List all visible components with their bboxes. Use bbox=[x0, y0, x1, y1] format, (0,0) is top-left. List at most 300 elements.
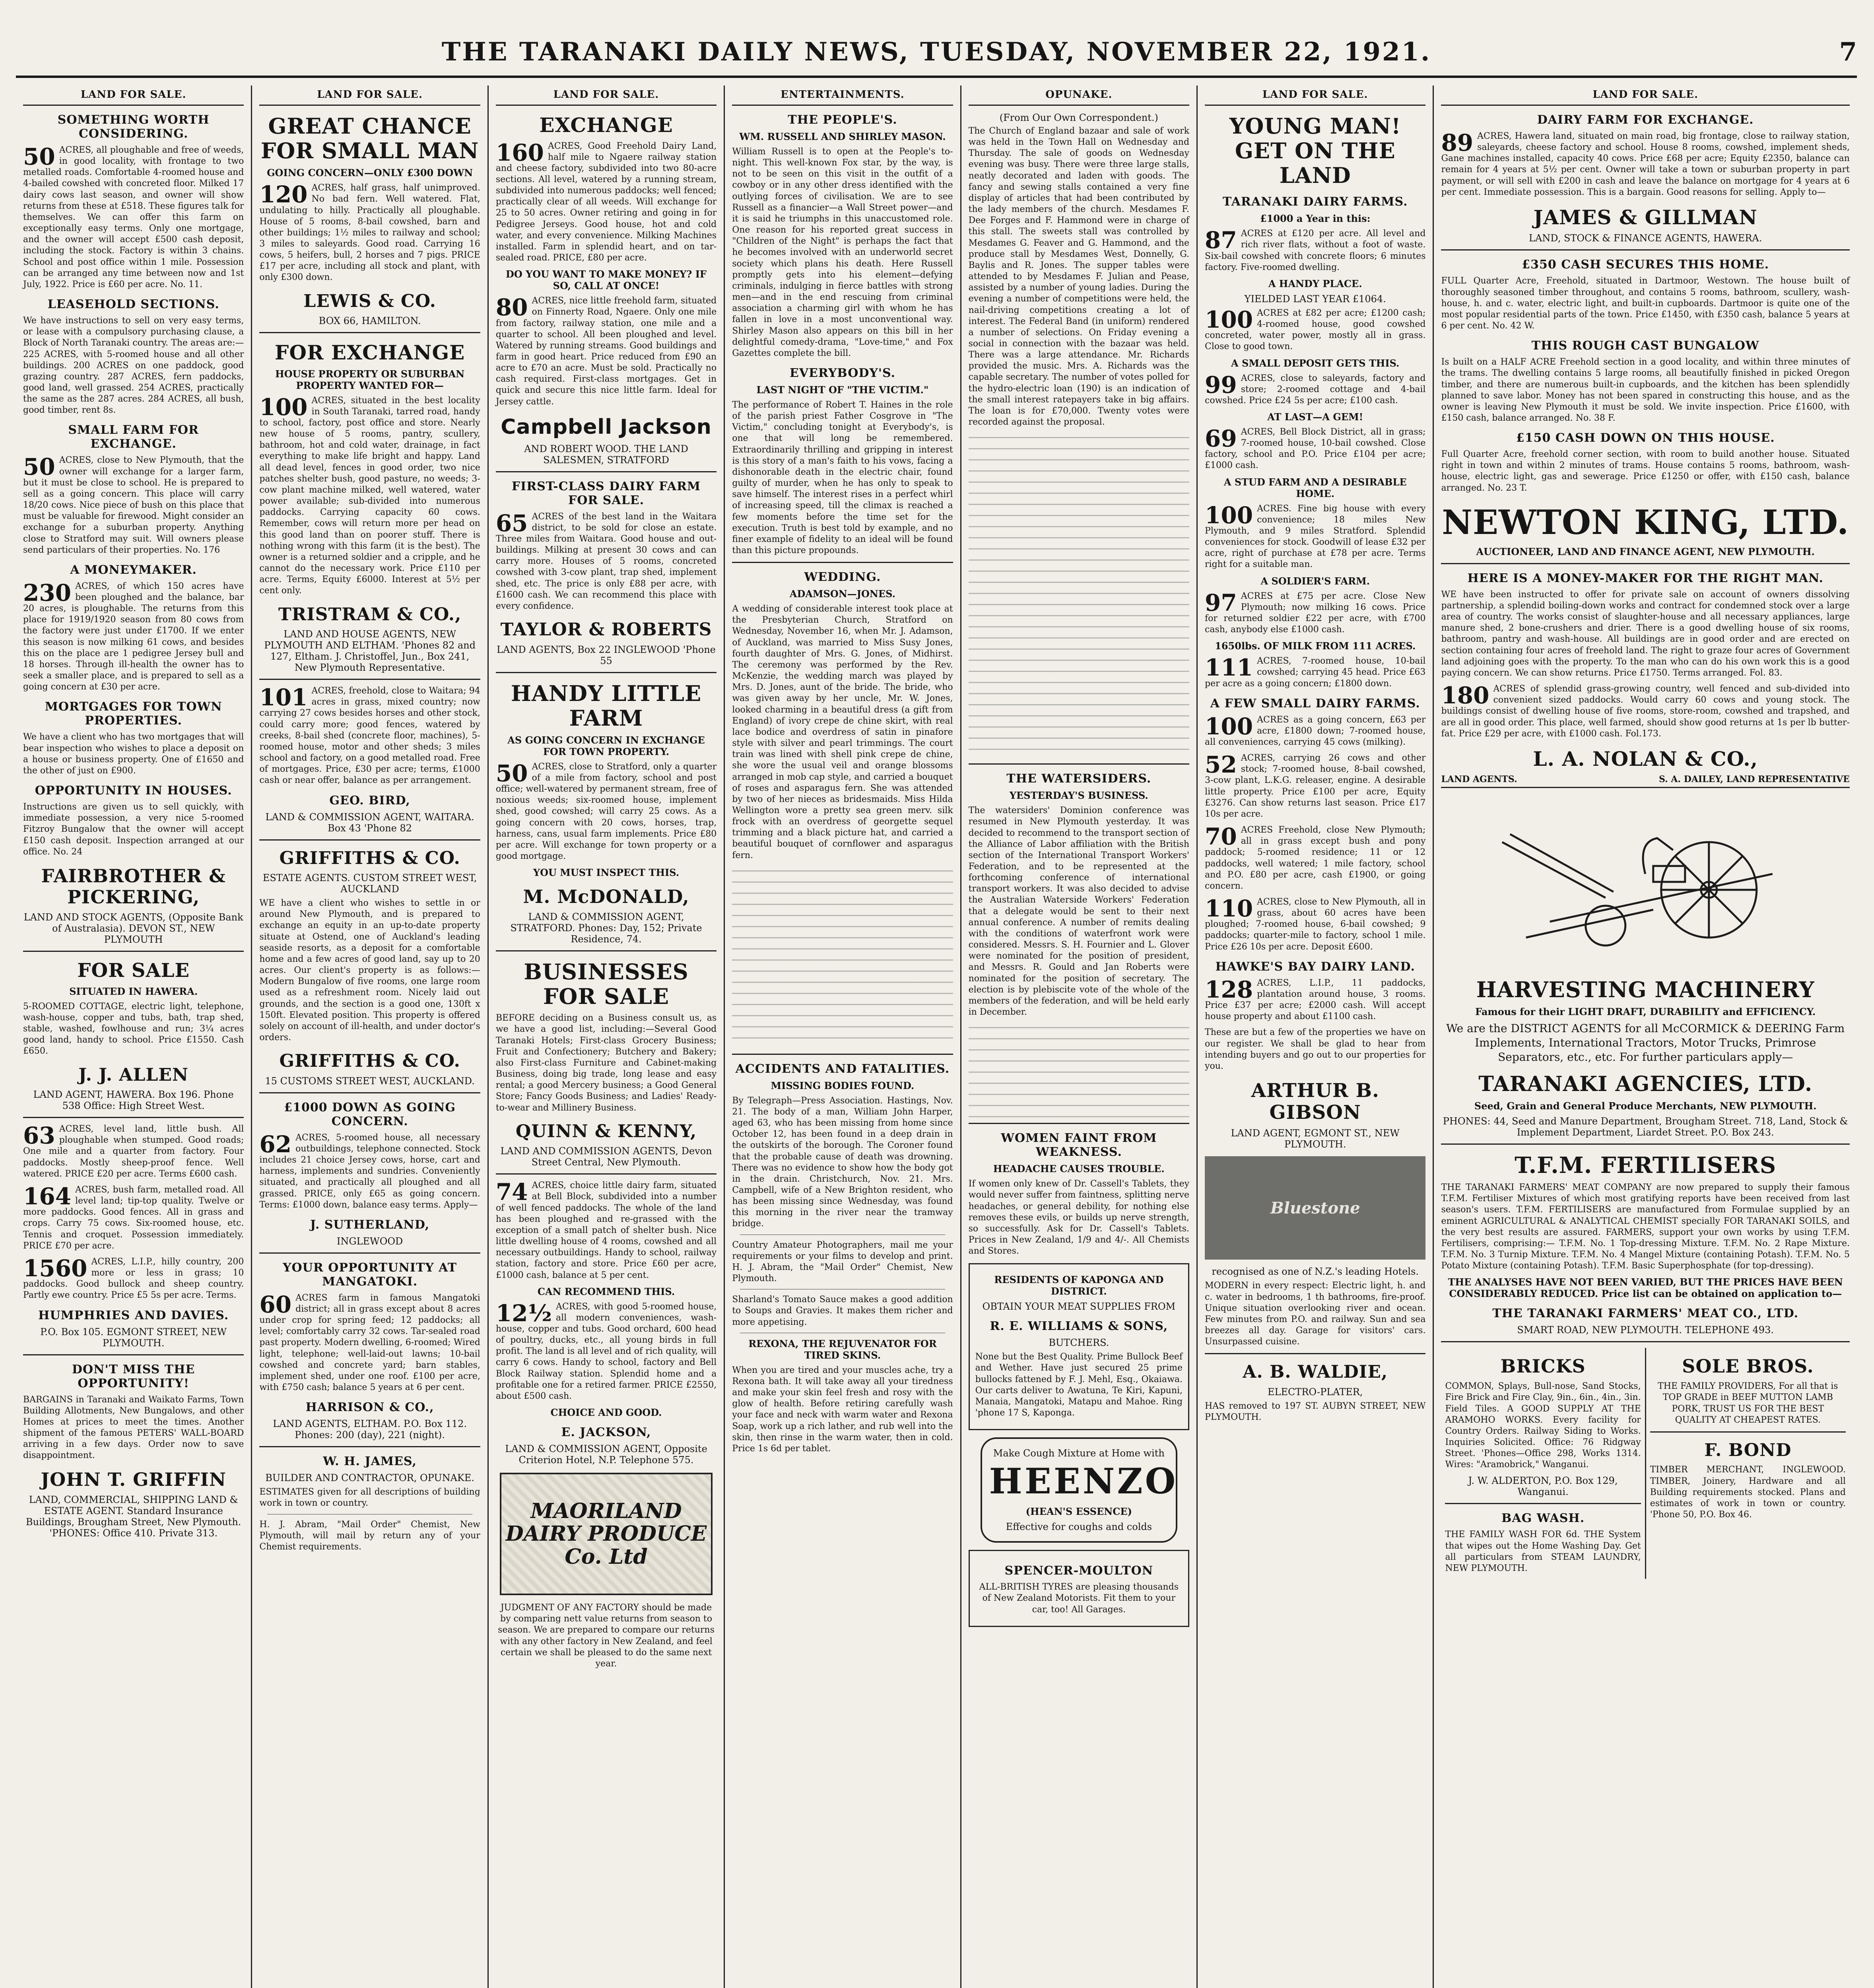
divider bbox=[496, 471, 717, 472]
agent-name: TAYLOR & ROBERTS bbox=[500, 619, 712, 640]
classified-ad bbox=[496, 141, 717, 264]
classified-ad bbox=[496, 295, 717, 408]
ad-text: None but the Best Quality. Prime Bullock Beef and Wether. Have just secured 25 prime bullocks fattened by F. J. Mehl, Esq., Okaiawa. Our carts deliver to Awatuna, Te Kiri, Kapuni, Manaia, Mangatoki, Matapu and Mahoe. Ring 'phone 17 S, Kaponga. bbox=[975, 1352, 1183, 1418]
column-4 bbox=[725, 85, 961, 1988]
classified-ad bbox=[1205, 373, 1425, 406]
acre-number: 100 bbox=[259, 393, 308, 421]
agent-details: LAND AGENT, EGMONT ST., NEW PLYMOUTH. bbox=[1231, 1128, 1400, 1150]
ad-heading: TARANAKI DAIRY FARMS. bbox=[1222, 195, 1408, 209]
article-body: Country Amateur Photographers, mail me your requirements or your films to develop and print. H. J. Abram, the "Mail Order" Chemist, New Plymouth. bbox=[732, 1240, 953, 1284]
acre-number: 50 bbox=[495, 759, 528, 787]
agent-details: LAND & COMMISSION AGENT, WAITARA. Box 43 'Phone 82 bbox=[265, 811, 474, 834]
divider bbox=[259, 679, 480, 680]
divider bbox=[1441, 249, 1850, 250]
ad-text: ACRES of splendid grass-growing country, well fenced and sub-divided into convenient sized paddocks. Would carry 60 cows and young stock. The buildings consist of dwelling house of five rooms, store-room, cowshed and trapshed, and are all in good order. This place, well farmed, should show good returns at 1s per lb butter-fat. Price £29 per acre, with £1000 cash. Fol.173. bbox=[1441, 684, 1850, 739]
ad-heading: DON'T MISS THE OPPORTUNITY! bbox=[72, 1362, 195, 1390]
hotel-caption: recognised as one of N.Z.'s leading Hotels. bbox=[1212, 1266, 1419, 1277]
article-body: William Russell is to open at the People's to-night. This well-known Fox star, by the way, is not to be seen on this visit in the outfit of a cowboy or in any other dress identified with the outlying forces of civilisation. We are to see Russell as a financier—a Wall Street power—and it is said he triumphs in this unaccustomed role. One reason for his reported great success in "Children of the Night" is perhaps the fact that he becomes involved with an underworld secret society which plans his death. Here Russell promptly gets into his element—defying criminals, indulging in fierce battles with strong men—and in the end rescuing from criminal association a charming girl with whom he has fallen in love in a most unconventional way. Shirley Mason also appears on this bill in her delightful comedy-drama, "Love-time," and Fox Gazettes complete the bill. bbox=[732, 147, 953, 358]
hotel-name: Bluestone bbox=[1270, 1198, 1360, 1217]
ad-heading: RESIDENTS OF KAPONGA AND DISTRICT. bbox=[994, 1274, 1164, 1297]
article-heading: ACCIDENTS AND FATALITIES. bbox=[735, 1062, 950, 1076]
ad-text: MODERN in every respect: Electric light, h. and c. water in bedrooms, 1 th bathrooms, fire-proof. Unique situation overlooking river and ocean. Few minutes from P.O. and railway. Sun and sea breezes all day. Garage for visitors' cars. Unsurpassed cuisine. bbox=[1205, 1281, 1426, 1347]
acre-number: 62 bbox=[259, 1130, 292, 1158]
acre-number: 60 bbox=[259, 1291, 292, 1318]
classified-ad bbox=[1205, 753, 1425, 820]
ad-text: ESTIMATES given for all descriptions of building work in town or country. bbox=[259, 1487, 480, 1508]
acre-number: 50 bbox=[23, 143, 55, 170]
ad-text: THE FAMILY WASH FOR 6d. THE System that wipes out the Home Washing Day. Get all particulars from STEAM LAUNDRY, NEW PLYMOUTH. bbox=[1445, 1530, 1641, 1573]
article-continuation bbox=[732, 865, 953, 1048]
ad-heading: FOR SALE bbox=[77, 959, 190, 982]
agent-name: QUINN & KENNY, bbox=[515, 1121, 697, 1142]
divider bbox=[23, 1117, 244, 1118]
classified-ad bbox=[23, 455, 244, 555]
article-subheading: WM. RUSSELL AND SHIRLEY MASON. bbox=[739, 131, 946, 142]
classified-ad bbox=[1205, 503, 1425, 571]
agent-name: J. SUTHERLAND, bbox=[310, 1217, 430, 1232]
ad-text: ALL-BRITISH TYRES are pleasing thousands of New Zealand Motorists. Fit them to your car, too! All Garages. bbox=[979, 1582, 1179, 1615]
hotel-illustration bbox=[1205, 1156, 1425, 1260]
ad-heading: £1000 DOWN AS GOING CONCERN. bbox=[284, 1100, 456, 1128]
acre-number: 52 bbox=[1205, 751, 1237, 779]
classified-ad bbox=[259, 685, 480, 786]
divider bbox=[23, 951, 244, 952]
agent-details: LAND, COMMERCIAL, SHIPPING LAND & ESTATE AGENT. Standard Insurance Buildings, Brougham Street, New Plymouth. 'PHONES: Office 410. Private 313. bbox=[25, 1494, 241, 1539]
ad-text: COMMON, Splays, Bull-nose, Sand Stocks, Fire Brick and Fire Clay, 9in., 6in., 4in., 3in. Field Tiles. A GOOD SUPPLY AT THE ARAMOHO WORKS. Every facility for Country Orders. Railway Siding to Works. Inquiries Solicited. Office: 76 Ridgway Street. 'Phones—Office 298, Works 1314. Wires: "Aramobrick," Wanganui. bbox=[1445, 1381, 1641, 1470]
agent-details: BUTCHERS. bbox=[1049, 1337, 1109, 1349]
classified-ad bbox=[1441, 131, 1850, 198]
agent-details: LAND AGENT, HAWERA. Box 196. Phone 538 Office: High Street West. bbox=[33, 1089, 234, 1112]
sole-bros-ad bbox=[1646, 1348, 1850, 1579]
ad-heading: HERE IS A MONEY-MAKER FOR THE RIGHT MAN. bbox=[1467, 571, 1824, 585]
classified-ad bbox=[1205, 656, 1425, 689]
agent-details: ESTATE AGENTS. CUSTOM STREET WEST, AUCKLAND bbox=[262, 872, 477, 895]
agent-details: AND ROBERT WOOD. THE LAND SALESMEN, STRATFORD bbox=[524, 443, 688, 466]
ad-tagline: Make Cough Mixture at Home with bbox=[993, 1448, 1165, 1459]
bricks-ad bbox=[1441, 1348, 1646, 1579]
ad-text: ACRES, carrying 26 cows and other stock; 7-roomed house, 8-bail cowshed, 3-cow plant, L.K.G. releaser, engine. A desirable little property. Price £100 per acre, Equity £3276. Can show returns last season. Price £17 10s per acre. bbox=[1205, 753, 1426, 819]
ad-text: ACRES, all ploughable and free of weeds, in good locality, with frontage to two metalled roads. Comfortable 4-roomed house and 4-bailed cowshed with concreted floor. Milked 17 dairy cows last season, and owner will show returns from these at £518. These figures talk for themselves. We can offer this farm on exceptionally easy terms. Only one mortgage, and the owner will accept £500 cash deposit, including the stock. Factory is within 3 chains. School and post office within 1 mile. Possession can be arranged any time between now and 1st July, 1922. Price is £60 per acre. No. 11. bbox=[23, 145, 244, 289]
classified-ad bbox=[23, 1124, 244, 1180]
classified-ad bbox=[1205, 427, 1425, 472]
acre-number: 100 bbox=[1205, 306, 1253, 333]
ad-heading: BRICKS bbox=[1500, 1355, 1586, 1377]
section-header: LAND FOR SALE. bbox=[496, 85, 717, 106]
ad-text: ACRES, nice little freehold farm, situated on Finnerty Road, Ngaere. Only one mile from factory, railway station, one mile and a quarter to school. All been ploughed and level. Watered by running streams. Good buildings and farm in good heart. Price reduced from £90 an acre to £70 an acre. Must be sold. Practically no cash required. First-class mortgages. Get in quick and secure this nice little farm. Ideal for Jersey cattle. bbox=[495, 296, 717, 407]
agent-details: LAND AGENTS, ELTHAM. P.O. Box 112. Phones: 200 (day), 221 (night). bbox=[273, 1418, 467, 1441]
ad-text: ACRES, choice little dairy farm, situated at Bell Block, subdivided into a number of well fenced paddocks. The whole of the land has been ploughed and re-grassed with the exception of a small patch of shelter bush. Nice little dwelling house of 4 rooms, cowshed and all necessary outbuildings. Handy to school, railway station, factory and store. Price £60 per acre, £1000 cash, balance at 5 per cent. bbox=[495, 1180, 717, 1280]
agent-name: HUMPHRIES AND DAVIES. bbox=[38, 1308, 229, 1322]
acre-number: 70 bbox=[1205, 823, 1237, 850]
agent-details: INGLEWOOD bbox=[336, 1235, 403, 1247]
acre-number: 74 bbox=[495, 1178, 528, 1206]
agent-name: ARTHUR B. GIBSON bbox=[1251, 1079, 1379, 1124]
maoriland-logo bbox=[500, 1473, 713, 1595]
agent-name: SPENCER-MOULTON bbox=[1004, 1564, 1154, 1578]
correspondent-note: (From Our Own Correspondent.) bbox=[999, 112, 1158, 123]
divider bbox=[1445, 1503, 1641, 1504]
bottom-ads bbox=[1441, 1348, 1850, 1579]
article-subheading: HEADACHE CAUSES TROUBLE. bbox=[993, 1163, 1165, 1175]
divider bbox=[1650, 1431, 1846, 1433]
divider bbox=[496, 1173, 717, 1175]
acre-number: 89 bbox=[1441, 129, 1474, 156]
ad-tagline: Effective for coughs and colds bbox=[1006, 1521, 1152, 1533]
ad-heading: FIRST-CLASS DAIRY FARM FOR SALE. bbox=[511, 479, 701, 507]
agent-details: AUCTIONEER, LAND AND FINANCE AGENT, NEW PLYMOUTH. bbox=[1476, 546, 1815, 557]
ad-subheading: £1000 a Year in this: bbox=[1260, 213, 1371, 225]
harvester-illustration bbox=[1441, 794, 1850, 961]
ad-text: ACRES, L.I.P., 11 paddocks, plantation around house, 3 rooms. Price £37 per acre; £2000 cash. Will accept house property and about £1100 cash. bbox=[1205, 978, 1426, 1022]
agent-details: LAND, STOCK & FINANCE AGENTS, HAWERA. bbox=[1529, 233, 1762, 244]
agent-name: W. H. JAMES, bbox=[323, 1454, 417, 1469]
divider bbox=[259, 1252, 480, 1254]
ad-heading: A MONEYMAKER. bbox=[70, 563, 197, 577]
agent-name: FAIRBROTHER & PICKERING, bbox=[41, 865, 226, 908]
masthead-title: THE TARANAKI DAILY NEWS, TUESDAY, NOVEMBER 22, 1921. bbox=[441, 37, 1431, 67]
classified-ad bbox=[1205, 978, 1425, 1023]
agent-details: LAND & COMMISSION AGENT, STRATFORD. Phones: Day, 152; Private Residence, 74. bbox=[510, 911, 702, 945]
ad-heading: MORTGAGES FOR TOWN PROPERTIES. bbox=[45, 700, 222, 728]
acre-number: 80 bbox=[495, 294, 528, 321]
divider bbox=[1441, 1341, 1850, 1342]
section-header: LAND FOR SALE. bbox=[1205, 85, 1425, 106]
classified-ad bbox=[1441, 683, 1850, 740]
classified-ad bbox=[23, 581, 244, 693]
agent-details: LAND AND STOCK AGENTS, (Opposite Bank of Australasia). DEVON ST., NEW PLYMOUTH bbox=[23, 911, 243, 945]
agent-name: J. J. ALLEN bbox=[78, 1064, 189, 1085]
ad-heading: BUSINESSES FOR SALE bbox=[524, 959, 689, 1010]
article-body: The performance of Robert T. Haines in the role of the parish priest Father Cosgrove in "The Victim," concluding tonight at Everybody's, is one that will long be remembered. Extraordinarily thrilling and gripping in interest is this story of a man's faith to his vows, facing a dishonorable death in the electric chair, found guilty of murder, when he has only to speak to save himself. The interest rises in a perfect whirl of increasing speed, till the climax is reached a few moments before the time set for the execution. Truth is best told by example, and no finer example of fidelity to an ideal will be found than this picture propounds. bbox=[732, 400, 953, 555]
agent-details: BUILDER AND CONTRACTOR, OPUNAKE. bbox=[265, 1472, 475, 1484]
ad-heading: SOMETHING WORTH CONSIDERING. bbox=[57, 113, 210, 141]
ad-subheading: A STUD FARM AND A DESIRABLE HOME. bbox=[1223, 476, 1407, 499]
ad-subheading: Famous for their LIGHT DRAFT, DURABILITY and EFFICIENCY. bbox=[1475, 1006, 1816, 1018]
agent-name: JOHN T. GRIFFIN bbox=[41, 1469, 226, 1491]
divider bbox=[23, 1354, 244, 1355]
classified-ad bbox=[496, 1180, 717, 1281]
agent-name: JAMES & GILLMAN bbox=[1533, 205, 1757, 229]
ad-heading: GREAT CHANCE FOR SMALL MAN bbox=[260, 113, 479, 164]
acre-number: 1560 bbox=[23, 1254, 87, 1282]
acre-number: 87 bbox=[1205, 227, 1237, 254]
article-body: Sharland's Tomato Sauce makes a good addition to Soups and Gravies. It makes them richer and more appetising. bbox=[732, 1295, 953, 1327]
divider bbox=[969, 763, 1189, 765]
acre-number: 230 bbox=[23, 579, 72, 606]
agent-details: ELECTRO-PLATER, bbox=[1268, 1386, 1363, 1398]
acre-number: 111 bbox=[1205, 654, 1253, 681]
ad-subheading: AS GOING CONCERN IN EXCHANGE FOR TOWN PROPERTY. bbox=[507, 734, 705, 757]
article-body: The Church of England bazaar and sale of work was held in the Town Hall on Wednesday and Thursday. The sale of goods on Wednesday evening was busy. There were three large stalls, neatly decorated and laden with goods. The fancy and sewing stalls contained a very fine display of articles that had been contributed by the lady members of the church. Mesdames F. Dee Forges and F. Hammond were in charge of this stall. The sweets stall was controlled by Mesdames G. Feaver and G. Hammond, and the produce stall by Mesdames West, Donnelly, G. Baylis and R. Jones. The supper tables were attended to by Mesdames F. Julian and Pease, assisted by a number of young ladies. During the evening a number of competitions were held, the nail-driving competitions creating a lot of interest. The Federal Band (in uniform) rendered a number of selections. On Friday evening a social in connection with the bazaar was held. There was a large attendance. Mr. Richards provided the music. Mrs. A. Richards was the capable secretary. The number of votes polled for the hydro-electric loan (190) is an indication of the small interest ratepayers take in big affairs. The loan is for £70,000. Twenty votes were recorded against the proposal. bbox=[968, 126, 1190, 427]
article-subheading: ADAMSON—JONES. bbox=[789, 588, 895, 600]
ad-text: ACRES, close to New Plymouth, all in grass, about 60 acres have been ploughed; 7-roomed house, 6-bail cowshed; 9 paddocks; quarter-mile to factory, school 1 mile. Price £26 10s per acre. Deposit £600. bbox=[1205, 897, 1426, 952]
ad-heading: YOUNG MAN! GET ON THE LAND bbox=[1229, 113, 1401, 188]
divider bbox=[1205, 1353, 1425, 1354]
agent-details: Seed, Grain and General Produce Merchants, NEW PLYMOUTH. bbox=[1474, 1100, 1817, 1112]
ad-text: ACRES, Bell Block District, all in grass; 7-roomed house, 10-bail cowshed. Close factory, school and P.O. Price £104 per acre; £1000 cash. bbox=[1205, 427, 1426, 471]
agent-name: TRISTRAM & CO., bbox=[278, 604, 462, 625]
ad-heading: HARVESTING MACHINERY bbox=[1476, 977, 1815, 1003]
ad-text: ACRES, bush farm, metalled road. All level land; tip-top quality. Twelve or more paddocks. Good fences. All in grass and crops. Carry 75 cows. Six-roomed house, etc. Tennis and croquet. Possession immediately. PRICE £70 per acre. bbox=[23, 1184, 244, 1251]
ad-heading: EXCHANGE bbox=[539, 113, 673, 137]
ad-text: Full Quarter Acre, freehold corner section, with room to build another house. Situated right in town and within 2 minutes of trams. House contains 5 rooms, bathroom, wash-house, electric light, gas and sewerage. Price £1250 or offer, with £150 cash, balance arranged. No. 23 T. bbox=[1441, 449, 1850, 493]
ad-heading: £150 CASH DOWN ON THIS HOUSE. bbox=[1516, 431, 1775, 445]
ad-text: BEFORE deciding on a Business consult us, as we have a good list, including:—Several Good Taranaki Hotels; First-class Grocery Business; Fruit and Confectionery; Butchery and Bakery; also First-class Furniture and Cabinet-making Business, doing big trade, long lease and easy rental; a good Mercery business; a Good General Store; Fancy Goods Business; and Ladies' Ready-to-wear and Millinery Business. bbox=[495, 1013, 717, 1113]
agent-label: S. A. DAILEY, LAND REPRESENTATIVE bbox=[1658, 774, 1850, 785]
ad-text: WE have a client who wishes to settle in or around New Plymouth, and is prepared to exchange an equity in an up-to-date property situate at Ostend, one of Auckland's leading seaside resorts, as a deposit for a comfortable home and a few acres of good land, say up to 20 acres. Our client's property is as follows:—Modern Bungalow of five rooms, one large room used as a refreshment room. Nicely laid out grounds, and the section is a good one, 130ft x 150ft. Elevated position. This property is offered solely on account of ill-health, and under doctor's orders. bbox=[259, 898, 480, 1043]
ad-text: ACRES, close to New Plymouth, that the owner will exchange for a larger farm, but it must be close to school. He is prepared to sell as a going concern. This place will carry 18/20 cows. Nice piece of bush on this place that must be valuable for firewood. Might consider an exchange for a suburban property. Anything close to Stratford may suit. Will owners please send particulars of their properties. No. 176 bbox=[23, 455, 244, 555]
agent-phones: PHONES: 44, Seed and Manure Department, Brougham Street. 718, Land, Stock & Implement Department, Liardet Street. P.O. Box 243. bbox=[1443, 1115, 1848, 1138]
ad-text: ACRES, 5-roomed house, all necessary outbuildings, telephone connected. Stock includes 21 choice Jersey cows, horse, cart and harness, implements and sundries. Conveniently situated, and practically all ploughed and all grassed. PRICE, only £65 as going concern. Terms: £1000 down, balance easy terms. Apply— bbox=[259, 1132, 480, 1210]
ad-text: ACRES. Fine big house with every convenience; 18 miles New Plymouth, and 9 miles Stratford. Splendid conveniences for stock. Goodwill of lease £32 per acre, right of purchase at £78 per acre. Terms right for a suitable man. bbox=[1205, 503, 1426, 570]
ad-subheading: A SMALL DEPOSIT GETS THIS. bbox=[1231, 357, 1400, 369]
ad-text: ACRES farm in famous Mangatoki district; all in grass except about 8 acres under crop for spring feed; 12 paddocks; all level; comfortably carry 32 cows. Tar-sealed road past property. Modern dwelling, 6-roomed; Wired light, telephone; well-laid-out lawns; 10-bail cowshed and concrete yard; barn stables, implement shed, under one roof. £100 per acre, with £750 cash; balance 5 years at 6 per cent. bbox=[259, 1293, 480, 1393]
ad-subheading: THE ANALYSES HAVE NOT BEEN VARIED, BUT THE PRICES HAVE BEEN CONSIDERABLY REDUCED. Price list can be obtained on application to— bbox=[1448, 1276, 1843, 1300]
section-header: ENTERTAINMENTS. bbox=[732, 85, 953, 106]
ad-subheading: CAN RECOMMEND THIS. bbox=[537, 1285, 675, 1297]
article-body: When you are tired and your muscles ache, try a Rexona bath. It will take away all your tiredness and make your skin feel fresh and rosy with the glow of health. Before retiring carefully wash your face and neck with warm water and Rexona Soap, work up a rich lather, and rub well into the skin, then rinse in the warm water, then in cold. Price 1s 6d per tablet. bbox=[732, 1365, 953, 1454]
classified-ad bbox=[496, 761, 717, 862]
ad-text: HAS removed to 197 ST. AUBYN STREET, NEW PLYMOUTH. bbox=[1205, 1401, 1426, 1423]
ad-text: ACRES, situated in the best locality in South Taranaki, tarred road, handy to school, factory, post office and store. Nearly new house of 5 rooms, pantry, scullery, bathroom, hot and cold water, drainage, in fact everything to make life bright and happy. Land all dead level, fences in good order, two nice patches shelter bush, good pasture, no weeds; 3-cow plant machine milked, well watered, water power available; sub-divided into numerous paddocks. Carrying capacity 60 cows. Remember, cows will return more per head on this good land than on poorer stuff. There is nothing wrong with this farm (it is the best). The owner is a returned soldier and a cripple, and he cannot do the necessary work. Price £110 per acre. Terms, Equity £6000. Interest at 5½ per cent only. bbox=[259, 395, 480, 596]
agent-details-row bbox=[1441, 774, 1850, 788]
ad-heading: SMALL FARM FOR EXCHANGE. bbox=[68, 423, 199, 451]
butcher-ad bbox=[969, 1263, 1189, 1430]
classified-ad bbox=[1205, 308, 1425, 353]
column-2 bbox=[252, 85, 488, 1988]
agent-details: LAND AND COMMISSION AGENTS, Devon Street Central, New Plymouth. bbox=[500, 1145, 712, 1168]
divider bbox=[732, 1054, 953, 1055]
ad-text: 5-ROOMED COTTAGE, electric light, telephone, wash-house, copper and tubs, bath, trap shed, stable, washed, fowlhouse and run; 3¼ acres good land, handy to school. Price £1550. Cash £650. bbox=[23, 1001, 244, 1056]
agent-details: J. W. ALDERTON, P.O. Box 129, Wanganui. bbox=[1468, 1475, 1618, 1498]
article-heading: EVERYBODY'S. bbox=[789, 366, 895, 380]
agent-name: GRIFFITHS & CO. bbox=[279, 1051, 460, 1072]
agent-details: LAND AND HOUSE AGENTS, NEW PLYMOUTH AND ELTHAM. 'Phones 82 and 127, Eltham. J. Christoffel, Jun., Box 241, New Plymouth Representative. bbox=[264, 629, 476, 674]
agent-name: GEO. BIRD, bbox=[329, 793, 410, 808]
agent-details: 15 CUSTOMS STREET WEST, AUCKLAND. bbox=[265, 1075, 475, 1087]
agent-details: SMART ROAD, NEW PLYMOUTH. TELEPHONE 493. bbox=[1517, 1324, 1774, 1336]
ad-heading: HANDY LITTLE FARM bbox=[511, 680, 702, 731]
acre-number: 164 bbox=[23, 1182, 72, 1210]
article-heading: WEDDING. bbox=[804, 570, 881, 584]
ad-text: ACRES, Hawera land, situated on main road, big frontage, close to railway station, saleyards, cheese factory and school. House 8 rooms, cowshed, implement sheds, Gane machines installed, capacity 40 cows. Price £68 per acre; Equity £2350, balance can remain for 4 years at 5½ per cent. Owner will take a town or suburban property in part payment, or will sell with £200 in cash and leave the balance on mortgage for 4 years at 6 per cent. Immediate possession. This is a bargain. Good reasons for selling. Apply to— bbox=[1441, 131, 1850, 197]
divider bbox=[259, 1092, 480, 1093]
ad-text: JUDGMENT OF ANY FACTORY should be made by comparing nett value returns from season to season. We are prepared to compare our returns with any other factory in New Zealand, and feel certain we shall be pleased to do the same next year. bbox=[498, 1603, 715, 1669]
ad-heading: OPPORTUNITY IN HOUSES. bbox=[35, 784, 232, 798]
ad-text: Instructions are given us to sell quickly, with immediate possession, a very nice 5-roomed Fitzroy Bungalow that the owner will accept £150 cash deposit. Inspection arranged at our office. No. 24 bbox=[23, 802, 244, 857]
column-6 bbox=[1198, 85, 1434, 1988]
classified-ad bbox=[259, 1132, 480, 1211]
classified-ad bbox=[23, 1184, 244, 1252]
acre-number: 160 bbox=[495, 139, 544, 166]
agent-name: NEWTON KING, LTD. bbox=[1442, 502, 1849, 542]
ad-subheading: CHOICE AND GOOD. bbox=[550, 1407, 662, 1419]
classified-ad bbox=[259, 182, 480, 283]
divider bbox=[259, 1446, 480, 1447]
classified-ad bbox=[1205, 714, 1425, 748]
ad-text: ACRES at £82 per acre; £1200 cash; 4-roomed house, good cowshed concreted, water power, mostly all in grass. Close to good town. bbox=[1205, 308, 1426, 352]
acre-number: 12½ bbox=[495, 1299, 552, 1327]
acre-number: 120 bbox=[259, 181, 308, 208]
classified-ad bbox=[496, 511, 717, 612]
article-subheading: MISSING BODIES FOUND. bbox=[771, 1079, 915, 1091]
ad-text: ACRES Freehold, close New Plymouth; all in grass except bush and pony paddock; 5-roomed residence; 11 or 12 paddocks, well watered; 1 mile factory, school and P.O. £80 per acre, cash £1900, or going concern. bbox=[1205, 825, 1426, 891]
ad-text: ACRES, level land, little bush. All ploughable when stumped. Good roads; One mile and a quarter from factory. Four paddocks. Mostly sheep-proof fence. Well watered. PRICE £20 per acre. Terms £600 cash. bbox=[23, 1124, 244, 1179]
ad-text: TIMBER MERCHANT, INGLEWOOD. TIMBER, Joinery, Hardware and all Building requirements stocked. Plans and estimates of work in town or country. 'Phone 50, P.O. Box 46. bbox=[1650, 1465, 1846, 1520]
ad-text: FULL Quarter Acre, Freehold, situated in Dartmoor, Westown. The house built of thoroughly seasoned timber throughout, and contains 5 rooms, bathroom, scullery, wash-house, h. and c. water, electric light, and built-in cupboards. Dartmoor is quite one of the most popular residential parts of the town. Price £1450, with £350 cash, balance 5 years at 6 per cent. No. 42 W. bbox=[1441, 276, 1850, 331]
agent-details: LAND & COMMISSION AGENT, Opposite Criterion Hotel, N.P. Telephone 575. bbox=[505, 1443, 707, 1466]
acre-number: 99 bbox=[1205, 371, 1237, 398]
acre-number: 101 bbox=[259, 684, 308, 711]
ad-text: H. J. Abram, "Mail Order" Chemist, New Plymouth, will mail by return any of your Chemist requirements. bbox=[259, 1519, 480, 1552]
agent-name: GRIFFITHS & CO. bbox=[279, 848, 460, 868]
ad-subheading: 1650lbs. OF MILK FROM 111 ACRES. bbox=[1215, 640, 1416, 652]
agent-name: TARANAKI AGENCIES, LTD. bbox=[1478, 1072, 1813, 1096]
section-header: LAND FOR SALE. bbox=[259, 85, 480, 106]
acre-number: 97 bbox=[1205, 589, 1237, 616]
agent-name: M. McDONALD, bbox=[523, 886, 689, 908]
article-body: If women only knew of Dr. Cassell's Tablets, they would never suffer from faintness, splitting nerve headaches, or general debility, for nothing else removes these evils, or builds up nerve strength, so successfully. Ask for Dr. Cassell's Tablets. Prices in New Zealand, 1/9 and 4/-. All Chemists and Stores. bbox=[968, 1179, 1190, 1256]
ad-text: ACRES, of which 150 acres have been ploughed and the balance, bar 20 acres, is ploughable. The returns from this place for 1919/1920 season from 80 cows from the factory were just under £1700. If we enter this season is now milking 61 cows, and besides this on the place are 1 pedigree Jersey bull and 18 horses. Through ill-health the owner has to seek a smaller place, and is prepared to sell as a going concern at £30 per acre. bbox=[23, 581, 244, 692]
section-header: OPUNAKE. bbox=[969, 85, 1189, 106]
column-5 bbox=[961, 85, 1198, 1988]
ad-heading: FOR EXCHANGE bbox=[274, 341, 465, 365]
article-body: By Telegraph—Press Association. Hastings, Nov. 21. The body of a man, William John Harper, aged 63, who has been missing from home since October 12, has been found in a deep drain in the outskirts of the borough. The Coroner found that the probable cause of death was drowning. There was no evidence to show how the body got in the drain. Christchurch, Nov. 21. Mrs. Campbell, wife of a New Brighton resident, who has been missing since Wednesday, was found this morning in the river near the tramway bridge. bbox=[732, 1095, 953, 1229]
acre-number: 128 bbox=[1205, 976, 1253, 1003]
agent-name: Campbell Jackson bbox=[501, 415, 712, 439]
ad-heading: T.F.M. FERTILISERS bbox=[1515, 1152, 1777, 1178]
article-subheading: LAST NIGHT OF "THE VICTIM." bbox=[756, 384, 929, 396]
divider bbox=[1441, 563, 1850, 564]
column-3 bbox=[489, 85, 725, 1988]
ad-text: ACRES, Good Freehold Dairy Land, half mile to Ngaere railway station and cheese factory, subdivided into two 80-acre sections. All level, watered by a running stream, subdivided into numerous paddocks; well fenced; practically clear of all weeds. Will exchange for 25 to 50 acres. Owner retiring and going in for Pedigree Jerseys. Good house, hot and cold water, and every convenience. Milking Machines installed. Farm in splendid heart, and on tar-sealed road. PRICE, £80 per acre. bbox=[495, 141, 717, 263]
ad-text: ACRES, with good 5-roomed house, all modern conveniences, wash-house, copper and tubs. Good orchard, 600 head of poultry, ducks, etc., all young birds in full profit. The land is all level and of rich quality, will carry 6 cows. Handy to school, factory and Bell Block Railway station. Splendid home and a profitable one for a retired farmer. PRICE £2550, about £500 cash. bbox=[495, 1301, 717, 1401]
ad-text: We have instructions to sell on very easy terms, or lease with a compulsory purchasing clause, a Block of North Taranaki country. The areas are:— 225 ACRES, with 5-roomed house and all other buildings. 200 ACRES on one paddock, good grazing country. 287 ACRES, fern paddocks, good land, well grassed. 254 ACRES, practically the same as the 287 acres. 284 ACRES, all bush, good timber, rent 8s. bbox=[23, 316, 244, 415]
classified-ad bbox=[23, 1256, 244, 1301]
column-7 bbox=[1434, 85, 1857, 1988]
ad-heading: HAWKE'S BAY DAIRY LAND. bbox=[1215, 959, 1415, 974]
ad-subheading: A HANDY PLACE. bbox=[1268, 278, 1362, 289]
acre-number: 180 bbox=[1441, 682, 1489, 709]
columns bbox=[16, 85, 1857, 1988]
ad-heading: BAG WASH. bbox=[1501, 1511, 1585, 1526]
ad-text: ACRES, freehold, close to Waitara; 94 acres in grass, mixed country; now carrying 27 cows besides horses and other stock, could carry more; good fences, watered by creeks, 8-bail shed (concrete floor, machines), 5-roomed house, motor and other sheds; 3 miles school and factory, on a good metalled road. Free of mortgages. Price, £30 per acre; terms, £1000 cash or near offer, balance as per arrangement. bbox=[259, 686, 480, 786]
acre-number: 110 bbox=[1205, 895, 1253, 922]
acre-number: 65 bbox=[495, 509, 528, 537]
article-body: A wedding of considerable interest took place at the Presbyterian Church, Stratford on Wednesday, November 16, when Mr. J. Adamson, of Auckland, was married to Miss Susy Jones, fourth daughter of Mrs. G. Jones, of Midhirst. The ceremony was performed by the Rev. McKenzie, the wedding march was played by Mrs. D. Jones, aunt of the bride. The bride, who was given away by her uncle, Mr. W. Jones, looked charming in a beautiful dress (a gift from England) of ivory crepe de chine skirt, with real lace bodice and overdress of satin in pinafore style with silver and pearl trimmings. The court train was lined with shell pink crepe de chine, she wore the usual veil and orange blossoms arranged in mob cap style, and carried a bouquet of roses and asparagus fern. She was attended by two of her nieces as bridesmaids. Miss Hilda Wellington wore a pretty sea green merv. silk frock with an overdress of georgette sequel trimming and a black picture hat, and carried a beautiful bouquet of cornflower and asparagus fern. bbox=[732, 604, 953, 860]
divider bbox=[259, 332, 480, 333]
acre-number: 69 bbox=[1205, 425, 1237, 452]
agent-name: L. A. NOLAN & CO., bbox=[1533, 747, 1758, 771]
classified-ad bbox=[1205, 897, 1425, 953]
article-subheading: YESTERDAY'S BUSINESS. bbox=[1009, 790, 1148, 802]
agent-name: LEWIS & CO. bbox=[303, 291, 436, 311]
agent-name: HARRISON & CO., bbox=[305, 1400, 434, 1415]
classified-ad bbox=[496, 1301, 717, 1402]
classified-ad bbox=[1205, 825, 1425, 892]
ad-subheading: YOU MUST INSPECT THIS. bbox=[533, 867, 680, 879]
ad-heading: F. BOND bbox=[1704, 1440, 1792, 1460]
ad-text: ACRES of the best land in the Waitara district, to be sold for close an estate. Three miles from Waitara. Good house and out-buildings. Milking at present 30 cows and can carry more. Houses of 5 rooms, concreted cowshed with 3-cow plant, trap shed, implement shed, etc. The price is only £88 per acre, with £1600 cash. We can recommend this place with every confidence. bbox=[495, 511, 717, 611]
ad-text: These are but a few of the properties we have on our register. We shall be glad to hear from intending buyers and go out to our properties for you. bbox=[1205, 1027, 1426, 1071]
divider bbox=[1441, 1143, 1850, 1145]
heenzo-ad bbox=[981, 1437, 1177, 1543]
agent-name: THE TARANAKI FARMERS' MEAT CO., LTD. bbox=[1492, 1307, 1799, 1321]
acre-number: 100 bbox=[1205, 501, 1253, 529]
agent-details: P.O. Box 105. EGMONT STREET, NEW PLYMOUTH. bbox=[40, 1326, 227, 1349]
ad-heading: A FEW SMALL DAIRY FARMS. bbox=[1210, 696, 1420, 711]
agent-label: LAND AGENTS. bbox=[1441, 774, 1517, 785]
ad-text: WE have been instructed to offer for private sale on account of owners dissolving partnership, a splendid boiling-down works and contract for condemned stock over a large area of country. The works consist of slaughter-house and all necessary appliances, large manure shed, 2 bone-crushers and drier. There is a good dwelling house of six rooms, bathroom, pantry and wash-house. All buildings are in good order and are erected on section containing four acres of freehold land. The right to graze four acres of Government land adjoining goes with the property. To the man who can do his own work this is a good paying concern. We can show returns. Price £1750. Terms arranged. Fol. 83. bbox=[1441, 589, 1850, 678]
spencer-moulton-ad bbox=[969, 1550, 1189, 1627]
column-1 bbox=[16, 85, 252, 1988]
classified-ad bbox=[259, 395, 480, 597]
classified-ad bbox=[1205, 228, 1425, 273]
ad-text: ACRES, L.I.P., hilly country, 200 more or less in grass; 10 paddocks. Good bullock and sheep country. Partly ewe country. Price £5 5s per acre. Terms. bbox=[23, 1256, 244, 1301]
acre-number: 50 bbox=[23, 453, 55, 481]
ad-subheading: A SOLDIER'S FARM. bbox=[1260, 575, 1370, 587]
section-header: LAND FOR SALE. bbox=[23, 85, 244, 106]
ad-heading: LEASEHOLD SECTIONS. bbox=[47, 297, 219, 312]
divider bbox=[496, 672, 717, 673]
section-header: LAND FOR SALE. bbox=[1441, 85, 1850, 106]
ad-text: We have a client who has two mortgages that will bear inspection who wishes to place a deposit on a house or business property. One of £1650 and the other of just on £900. bbox=[23, 732, 244, 776]
agent-name: R. E. WILLIAMS & SONS, bbox=[990, 1319, 1168, 1334]
article-heading: THE PEOPLE'S. bbox=[788, 113, 897, 127]
ad-subheading: GOING CONCERN—ONLY £300 DOWN bbox=[267, 167, 473, 179]
ad-subheading: AT LAST—A GEM! bbox=[1267, 411, 1363, 423]
acre-number: 100 bbox=[1205, 712, 1253, 740]
ad-heading: £350 CASH SECURES THIS HOME. bbox=[1522, 258, 1769, 272]
ad-heading: YOUR OPPORTUNITY AT MANGATOKI. bbox=[283, 1260, 457, 1289]
article-body: The watersiders' Dominion conference was resumed in New Plymouth yesterday. It was decided to recommend to the transport section of the Alliance of Labor affiliation with the British section of the International Transport Workers' Federation, and to be represented at the forthcoming conference of international transport workers. It was also decided to advise the Australian Waterside Workers' Federation that a delegate would be sent to their next annual conference. A number of remits dealing with the conditions of waterfront work were considered. Messrs. S. H. Fournier and L. Glover were nominated for the position of president, and Messrs. R. Gould and Jan Roberts were nominated for the position of secretary. The election is by plebiscite vote of the whole of the members of the federation, and will be held early in December. bbox=[968, 806, 1190, 1017]
ad-heading: THIS ROUGH CAST BUNGALOW bbox=[1531, 339, 1759, 353]
ad-subheading: SITUATED IN HAWERA. bbox=[69, 985, 198, 997]
classified-ad bbox=[23, 145, 244, 290]
ad-heading: DAIRY FARM FOR EXCHANGE. bbox=[1537, 113, 1754, 127]
ad-subheading: YIELDED LAST YEAR £1064. bbox=[1244, 293, 1386, 305]
article-continuation bbox=[969, 1022, 1189, 1117]
ad-text: ACRES, 7-roomed house, 10-bail cowshed; carrying 45 head. Price £63 per acre as a going concern; £1800 down. bbox=[1205, 656, 1426, 689]
agent-details: BOX 66, HAMILTON. bbox=[318, 315, 421, 327]
ad-subheading: HOUSE PROPERTY OR SUBURBAN PROPERTY WANTED FOR— bbox=[275, 368, 465, 391]
classified-ad bbox=[259, 1293, 480, 1393]
ad-subheading: OBTAIN YOUR MEAT SUPPLIES FROM bbox=[982, 1301, 1176, 1312]
classified-ad bbox=[1205, 591, 1425, 636]
ad-text: ACRES, close to Stratford, only a quarter of a mile from factory, school and post office; well-watered by permanent stream, free of noxious weeds; six-roomed house, implement shed, good cowshed; will carry 25 cows. As a going concern with 20 cows, horses, trap, harness, cans, usual farm implements. Price £80 per acre. Will exchange for town property or a good mortgage. bbox=[495, 761, 717, 862]
agent-name: A. B. WALDIE, bbox=[1243, 1362, 1388, 1382]
ad-text: Is built on a HALF ACRE Freehold section in a good locality, and within three minutes of the trams. The dwelling contains 5 large rooms, all beautifully finished in picked Oregon timber, and there are numerous built-in cupboards, and the kitchen has been splendidly planned to save labor. Money has not been spared in constructing this house, and as the owner is leaving New Plymouth it must be sold. We invite inspection. Price £1600, with £150 cash, balance arranged. No. 38 F. bbox=[1441, 357, 1850, 423]
ad-heading: SOLE BROS. bbox=[1682, 1355, 1814, 1377]
divider bbox=[496, 950, 717, 951]
logo-text: MAORILAND DAIRY PRODUCE Co. Ltd bbox=[505, 1499, 707, 1569]
ad-text: We are the DISTRICT AGENTS for all McCORMICK & DEERING Farm Implements, International Tractors, Motor Trucks, Primrose Separators, etc., etc. For further particulars apply— bbox=[1446, 1022, 1845, 1064]
divider bbox=[259, 839, 480, 841]
ad-text: BARGAINS in Taranaki and Waikato Farms, Town Building Allotments, New Bungalows, and other Homes at prices to meet the times. Another shipment of the famous PETERS' WALL-BOARD arriving in a few days. Order now to save disappointment. bbox=[23, 1394, 244, 1461]
divider bbox=[969, 1123, 1189, 1124]
agent-details: LAND AGENTS, Box 22 INGLEWOOD 'Phone 55 bbox=[497, 644, 716, 666]
acre-number: 63 bbox=[23, 1122, 55, 1149]
ad-subheading: (HEAN'S ESSENCE) bbox=[1025, 1506, 1132, 1518]
page-number: 7 bbox=[1839, 37, 1857, 67]
ad-text: ACRES, half grass, half unimproved. No bad fern. Well watered. Flat, undulating to hilly. Practically all ploughable. House of 5 rooms, 8-bail cowshed, barn and other buildings; 1½ miles to railway and school; 3 miles to saleyards. Good road. Carrying 16 cows, 5 heifers, bull, 2 horses and 7 pigs. PRICE £17 per acre, including all stock and plant, with only £300 down. bbox=[259, 183, 480, 283]
article-continuation bbox=[969, 432, 1189, 758]
ad-text: ACRES as a going concern, £63 per acre, £1800 down; 7-roomed house, all conveniences, carrying 45 cows (milking). bbox=[1205, 714, 1426, 747]
ad-text: ACRES, close to saleyards, factory and store; 2-roomed cottage and 4-bail cowshed. Price £24 5s per acre; £100 cash. bbox=[1205, 373, 1426, 406]
ad-text: THE TARANAKI FARMERS' MEAT COMPANY are now prepared to supply their famous T.F.M. Fertiliser Mixtures of which most gratifying reports have been received from last season's users. T.F.M. FERTILISERS are manufactured from Formulae supplied by an eminent AGRICULTURAL & ANALYTICAL CHEMIST specially FOR TARANAKI SOILS, and the very best results are assured. FARMERS, support your own works by using T.F.M. Fertilisers, comprising:— T.F.M. No. 1 Top-dressing Mixture. T.F.M. No. 2 Rape Mixture. T.F.M. No. 3 Turnip Mixture. T.F.M. No. 4 Mangel Mixture (containing Potash). T.F.M. No. 5 Potato Mixture (containing Potash). T.F.M. Basic Superphosphate (for top-dressing). bbox=[1441, 1182, 1850, 1271]
agent-name: E. JACKSON, bbox=[561, 1425, 651, 1440]
article-subheading: REXONA, THE REJUVENATOR FOR TIRED SKINS. bbox=[748, 1338, 937, 1361]
